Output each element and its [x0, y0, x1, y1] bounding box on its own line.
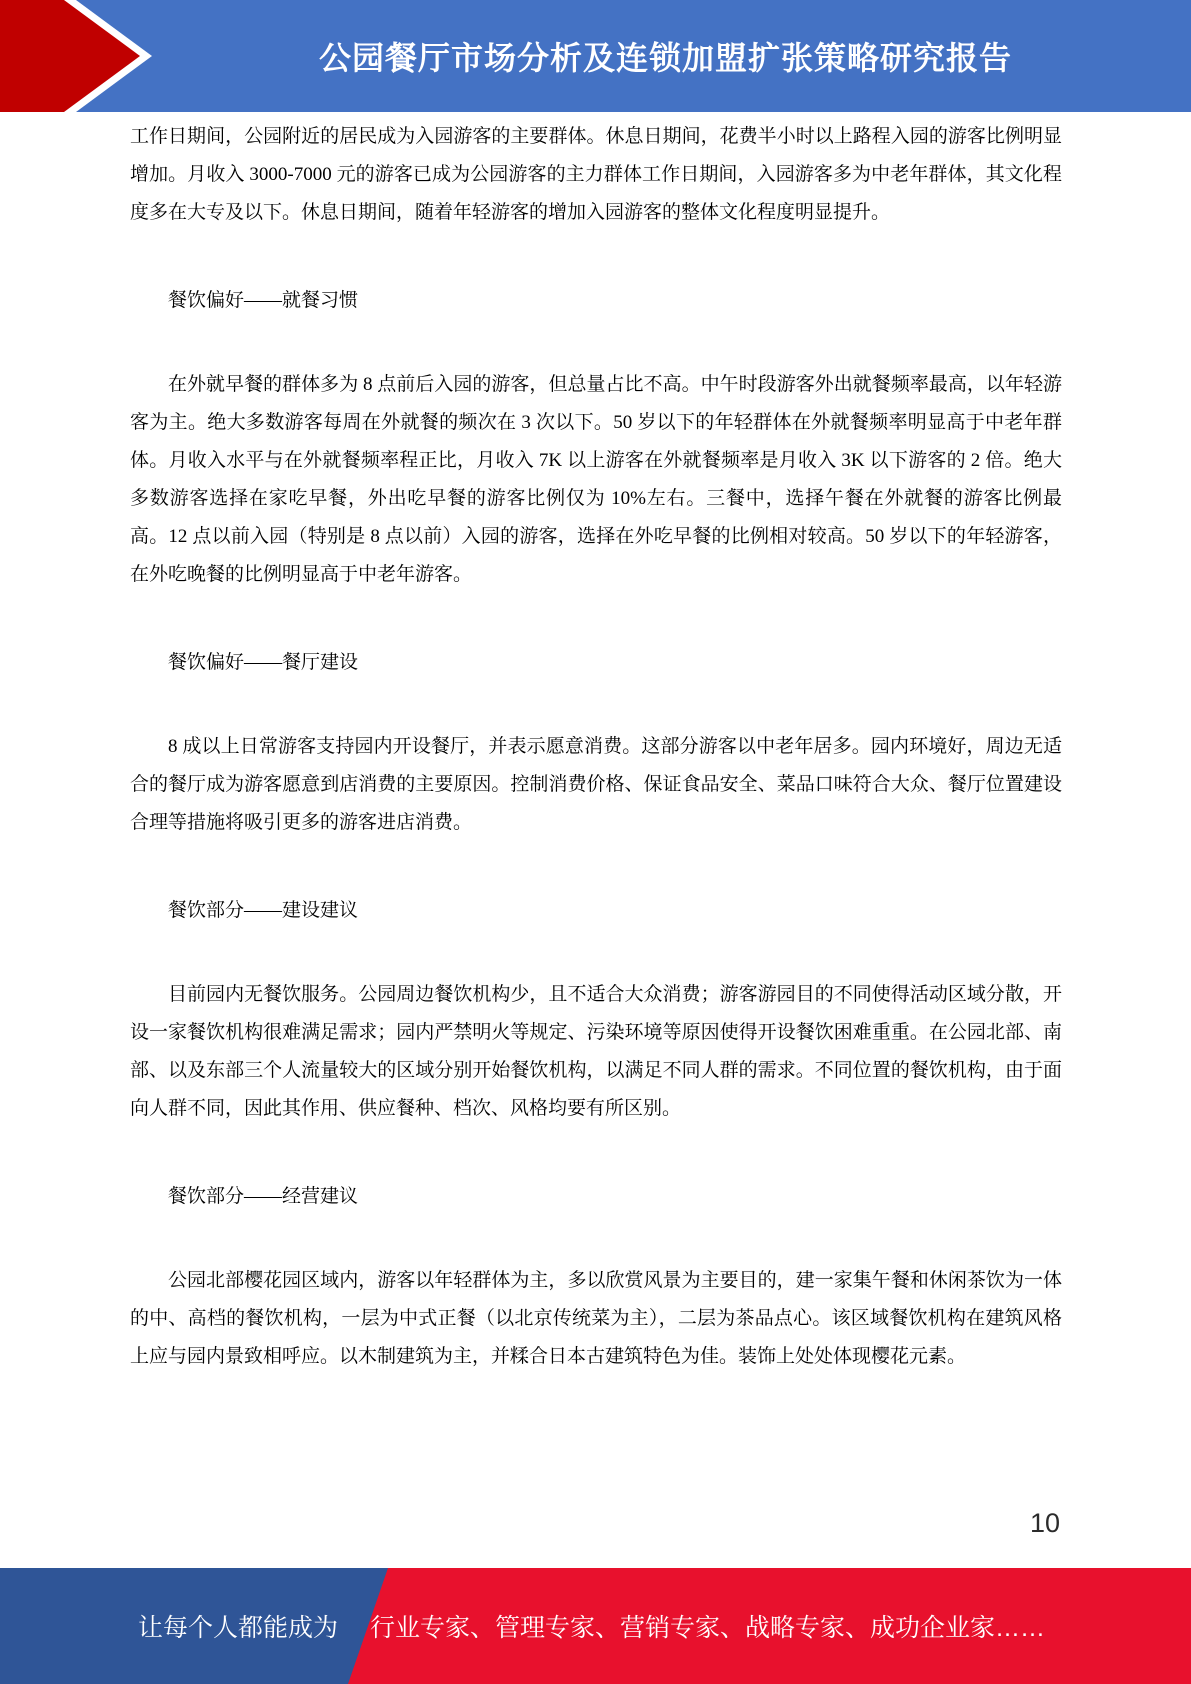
- paragraph-operation-advice: 公园北部樱花园区域内，游客以年轻群体为主，多以欣赏风景为主要目的，建一家集午餐和休闲茶饮为一体的中、高档的餐饮机构，一层为中式正餐（以北京传统菜为主），二层为茶品点心。该区域餐饮机构在建筑风格上应与园内景致相呼应。以木制建筑为主，并糅合日本古建筑特色为佳。装饰上处处体现樱花元素。: [130, 1270, 1062, 1367]
- page-number: 10: [1029, 1508, 1060, 1538]
- heading-dining-preference-restaurant-construction: 餐饮偏好——餐厅建设: [168, 652, 359, 673]
- paragraph-construction-advice: 目前园内无餐饮服务。公园周边餐饮机构少，且不适合大众消费；游客游园目的不同使得活动区域分散，开设一家餐饮机构很难满足需求；园内严禁明火等规定、污染环境等原因使得开设餐饮困难重重。在公园北部、南部、以及东部三个人流量较大的区域分别开始餐饮机构，以满足不同人群的需求。不同位置的餐饮机构，由于面向人群不同，因此其作用、供应餐种、档次、风格均要有所区别。: [130, 984, 1062, 1119]
- paragraph-visitor-groups: 工作日期间，公园附近的居民成为入园游客的主要群体。休息日期间，花费半小时以上路程入园的游客比例明显增加。月收入 3000-7000 元的游客已成为公园游客的主力群体工作日期间，入园游客多为中老年群体，其文化程度多在大专及以下。休息日期间，随着年轻游客的增加入园游客的整体文化程度明显提升。: [130, 126, 1062, 223]
- footer-slogan-right: 行业专家、管理专家、营销专家、战略专家、成功企业家……: [370, 1614, 1046, 1642]
- report-title: 公园餐厅市场分析及连锁加盟扩张策略研究报告: [318, 40, 1012, 76]
- header-banner: [0, 0, 1191, 112]
- footer-slogan-left: 让每个人都能成为: [138, 1614, 339, 1642]
- heading-dining-section-operation-advice: 餐饮部分——经营建议: [168, 1186, 359, 1207]
- document-body: [130, 118, 1062, 1376]
- paragraph-restaurant-support: 8 成以上日常游客支持园内开设餐厅，并表示愿意消费。这部分游客以中老年居多。园内环境好，周边无适合的餐厅成为游客愿意到店消费的主要原因。控制消费价格、保证食品安全、菜品口味符合大众、餐厅位置建设合理等措施将吸引更多的游客进店消费。: [130, 736, 1062, 833]
- heading-dining-preference-habits: 餐饮偏好——就餐习惯: [168, 290, 359, 311]
- chevron-arrow-icon: [0, 0, 140, 112]
- heading-dining-section-construction-advice: 餐饮部分——建设建议: [168, 900, 359, 921]
- footer-banner: [0, 1568, 1191, 1684]
- paragraph-dining-habits: 在外就早餐的群体多为 8 点前后入园的游客，但总量占比不高。中午时段游客外出就餐频率最高，以年轻游客为主。绝大多数游客每周在外就餐的频次在 3 次以下。50 岁以下的年轻群体在外就餐频率明显高于中老年群体。月收入水平与在外就餐频率程正比，月收入 7K 以上游客在外就餐频率是月收入 3K 以下游客的 2 倍。绝大多数游客选择在家吃早餐，外出吃早餐的游客比例仅为 10%左右。三餐中，选择午餐在外就餐的游客比例最高。12 点以前入园（特别是 8 点以前）入园的游客，选择在外吃早餐的比例相对较高。50 岁以下的年轻游客，在外吃晚餐的比例明显高于中老年游客。: [130, 374, 1062, 585]
